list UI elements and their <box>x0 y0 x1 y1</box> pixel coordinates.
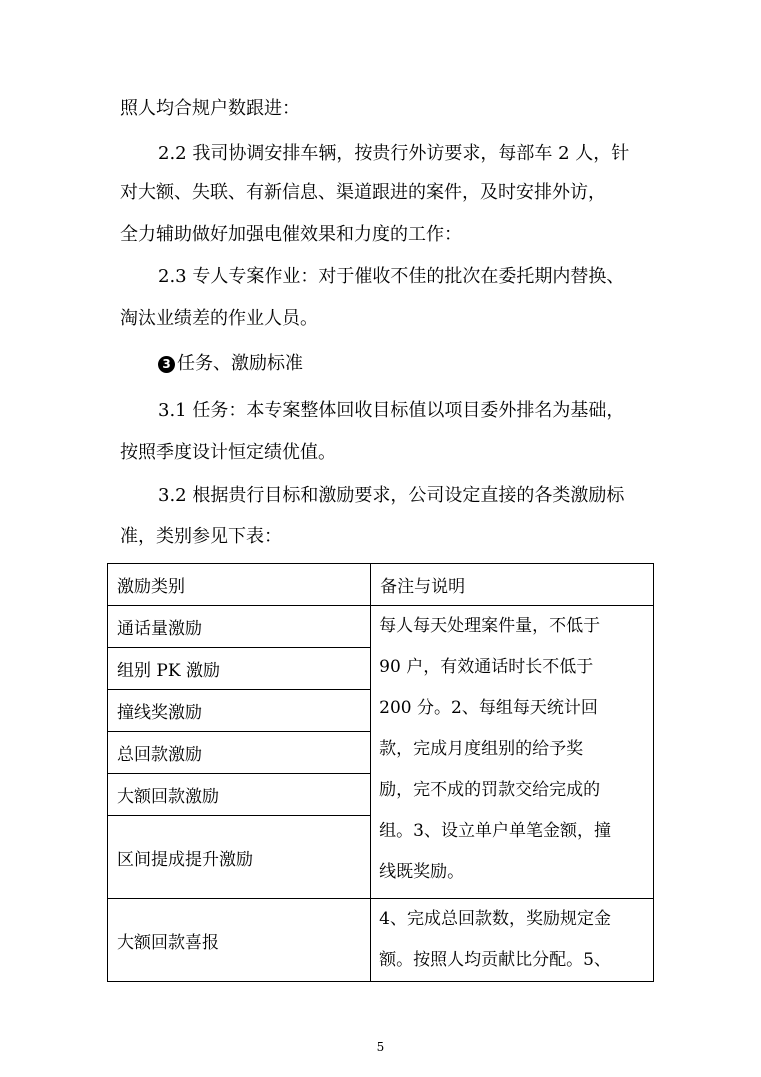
notes-line: 线既奖励。 <box>379 862 465 882</box>
category-cell: 组别 PK 激励 <box>108 648 371 690</box>
category-cell: 通话量激励 <box>108 606 371 648</box>
section-heading-text: 任务、激励标准 <box>177 353 303 374</box>
notes-line: 90 户，有效通话时长不低于 <box>379 657 594 677</box>
page-number: 5 <box>376 1040 385 1054</box>
paragraph-line: 对大额、失联、有新信息、渠道跟进的案件，及时安排外访， <box>120 182 606 203</box>
paragraph-line: 准，类别参见下表： <box>120 526 282 547</box>
paragraph-line: 按照季度设计恒定绩优值。 <box>120 442 336 463</box>
circled-number-icon: 3 <box>158 356 175 373</box>
section-heading <box>158 352 303 376</box>
category-cell: 大额回款喜报 <box>108 899 371 982</box>
notes-line: 4、完成总回款数，奖励规定金 <box>379 909 611 929</box>
table-header-cell: 备注与说明 <box>371 564 654 606</box>
paragraph-line: 淘汰业绩差的作业人员。 <box>120 308 318 329</box>
paragraph-line: 3.2 根据贵行目标和激励要求，公司设定直接的各类激励标 <box>158 485 625 506</box>
notes-line: 额。按照人均贡献比分配。5、 <box>379 950 611 970</box>
paragraph-line: 3.1 任务：本专案整体回收目标值以项目委外排名为基础， <box>158 400 625 421</box>
paragraph-line: 2.3 专人专案作业：对于催收不佳的批次在委托期内替换、 <box>158 266 625 287</box>
table-header-row <box>108 564 654 606</box>
category-cell: 大额回款激励 <box>108 774 371 816</box>
category-cell: 区间提成提升激励 <box>108 816 371 899</box>
notes-line: 每人每天处理案件量，不低于 <box>379 616 601 636</box>
table-header-cell: 激励类别 <box>108 564 371 606</box>
table-row <box>108 899 654 982</box>
category-cell: 撞线奖激励 <box>108 690 371 732</box>
notes-line: 组。3、设立单户单笔金额，撞 <box>379 821 611 841</box>
incentive-table <box>107 563 654 982</box>
paragraph-line: 全力辅助做好加强电催效果和力度的工作： <box>120 224 462 245</box>
notes-line: 200 分。2、每组每天统计回 <box>379 698 598 718</box>
paragraph-line: 2.2 我司协调安排车辆，按贵行外访要求，每部车 2 人，针 <box>158 143 630 164</box>
category-cell: 总回款激励 <box>108 732 371 774</box>
table-row <box>108 606 654 648</box>
notes-line: 款，完成月度组别的给予奖 <box>379 739 584 759</box>
notes-cell <box>371 899 654 982</box>
notes-line: 励，完不成的罚款交给完成的 <box>379 780 601 800</box>
notes-cell <box>371 606 654 899</box>
paragraph-line: 照人均合规户数跟进： <box>120 98 300 119</box>
